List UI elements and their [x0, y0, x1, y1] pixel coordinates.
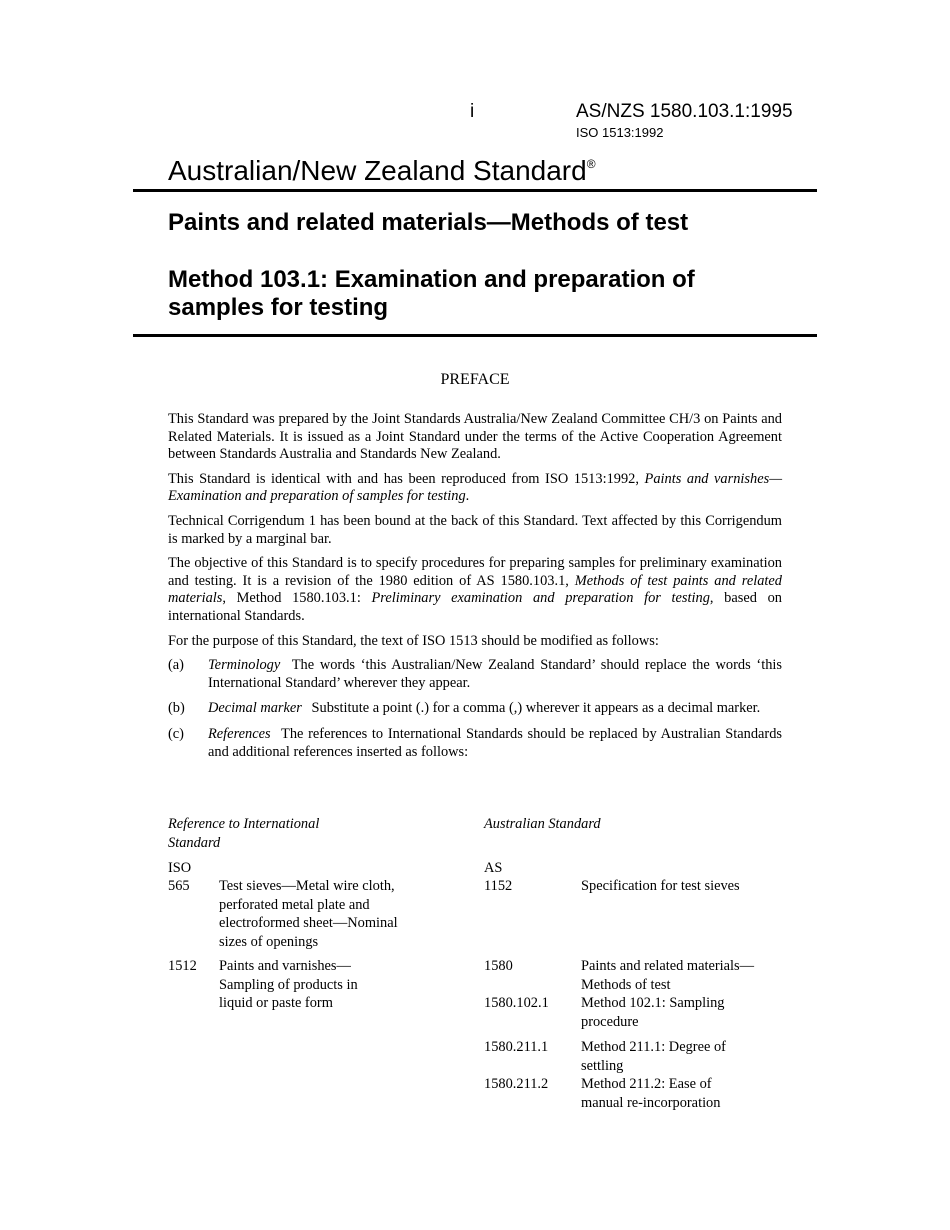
- as-ref-title-line: manual re-incorporation: [581, 1094, 721, 1111]
- as-ref-title-line: Paints and related materials—: [581, 958, 755, 974]
- as-ref-title-line: Methods of test: [581, 976, 671, 993]
- p2-text-c: .: [465, 488, 470, 505]
- p4-title-d: Preliminary examination and preparation for testing: [371, 590, 710, 607]
- column-header-australian: Australian Standard: [484, 816, 601, 832]
- standard-type-text: Australian/New Zealand Standard: [168, 155, 587, 186]
- as-ref-title-line: Method 102.1: Sampling: [581, 995, 725, 1011]
- as-ref-title: [581, 877, 740, 896]
- as-ref-title-line: Method 211.1: Degree of: [581, 1039, 726, 1055]
- iso-ref-title-line: Paints and varnishes—: [219, 958, 351, 974]
- list-item-label: (b): [168, 700, 185, 717]
- as-ref-title-line: Specification for test sieves: [581, 878, 740, 894]
- iso-ref-title: [219, 877, 398, 951]
- preface-paragraph-3: Technical Corrigendum 1 has been bound at the back of this Standard. Text affected by this Corrigendum is marked by a marginal bar.: [168, 512, 782, 547]
- list-item-term: Decimal marker: [208, 700, 302, 717]
- list-item-term: Terminology: [208, 657, 281, 674]
- as-ref-title-line: settling: [581, 1057, 624, 1074]
- as-ref-title-line: Method 211.2: Ease of: [581, 1076, 712, 1092]
- bottom-rule: [133, 334, 817, 337]
- method-title: [168, 266, 695, 322]
- list-item-text: The words ‘this Australian/New Zealand Standard’ should replace the words ‘this International Standard’ wherever they appear.: [208, 657, 782, 691]
- list-item: [168, 700, 782, 718]
- method-title-line-1: Method 103.1: Examination and preparation of: [168, 266, 695, 293]
- iso-ref-title-line: Test sieves—Metal wire cloth,: [219, 878, 395, 894]
- as-ref-number: 1580.211.1: [484, 1039, 549, 1055]
- as-ref-number: 1580.102.1: [484, 995, 549, 1011]
- top-rule: [133, 189, 817, 192]
- column-header-international-line-2: Standard: [168, 834, 221, 851]
- list-item: [168, 726, 782, 761]
- iso-number: ISO 1513:1992: [576, 125, 664, 140]
- as-ref-number: 1580.211.2: [484, 1076, 549, 1092]
- preface-paragraph-5: For the purpose of this Standard, the text of ISO 1513 should be modified as follows:: [168, 632, 659, 649]
- registered-mark: ®: [586, 157, 596, 171]
- as-label: AS: [484, 860, 503, 876]
- main-title: Paints and related materials—Methods of test: [168, 209, 689, 236]
- as-ref-title-line: procedure: [581, 1013, 639, 1030]
- list-item-label: (a): [168, 657, 184, 674]
- preface-body: [168, 411, 782, 769]
- p2-title: Paints and varnishes—Examination and preparation of samples for testing: [168, 470, 782, 505]
- p4-title-b: Methods of test paints and related materials: [168, 572, 782, 607]
- as-ref-title: [581, 1038, 726, 1075]
- as-ref-title: [581, 994, 725, 1031]
- list-item-text: Substitute a point (.) for a comma (,) wherever it appears as a decimal marker.: [311, 700, 761, 717]
- as-ref-title: [581, 1075, 720, 1112]
- list-item: [168, 657, 782, 692]
- iso-ref-title-line: electroformed sheet—Nominal: [219, 915, 398, 931]
- iso-ref-number: 565: [168, 878, 190, 894]
- column-header-international-line-1: Reference to International: [168, 816, 320, 832]
- page-number: i: [470, 101, 475, 122]
- p2-text-a: This Standard is identical with and has been reproduced from ISO 1513:1992,: [168, 470, 645, 487]
- iso-ref-title-line: perforated metal plate and: [219, 896, 370, 913]
- preface-paragraph-1: This Standard was prepared by the Joint Standards Australia/New Zealand Committee CH/3 on Paints and Related Materials. It is issued as a Joint Standard under the terms of the Active Cooperation Agreement between Standards Australia and Standards New Zealand.: [168, 411, 782, 463]
- iso-ref-title-line: sizes of openings: [219, 933, 319, 950]
- p4-text-a: The objective of this Standard is to specify procedures for preparing samples for preliminary examination and testing. It is a revision of the 1980 edition of AS 1580.103.1,: [168, 555, 782, 589]
- as-ref-number: 1580: [484, 958, 513, 974]
- standard-type-title: [168, 155, 596, 187]
- method-title-line-2: samples for testing: [168, 294, 389, 321]
- as-ref-title: [581, 957, 754, 994]
- preface-heading: PREFACE: [440, 371, 510, 388]
- iso-ref-number: 1512: [168, 958, 197, 974]
- column-header-international: [168, 815, 319, 852]
- iso-ref-title: [219, 957, 358, 1013]
- p4-text-c: , Method 1580.103.1:: [222, 590, 372, 607]
- as-ref-number: 1152: [484, 878, 513, 894]
- iso-ref-title-line: liquid or paste form: [219, 995, 333, 1011]
- list-item-label: (c): [168, 725, 184, 742]
- p4-text-e: , based on international Standards.: [168, 590, 782, 624]
- list-item-text: The references to International Standards should be replaced by Australian Standards and additional references inserted as follows:: [208, 725, 782, 760]
- iso-label: ISO: [168, 860, 192, 876]
- iso-ref-title-line: Sampling of products in: [219, 976, 358, 993]
- standard-number: AS/NZS 1580.103.1:1995: [576, 101, 793, 122]
- preface-paragraph-2: [168, 471, 782, 506]
- preface-paragraph-4: [168, 555, 782, 625]
- list-item-term: References: [208, 725, 271, 742]
